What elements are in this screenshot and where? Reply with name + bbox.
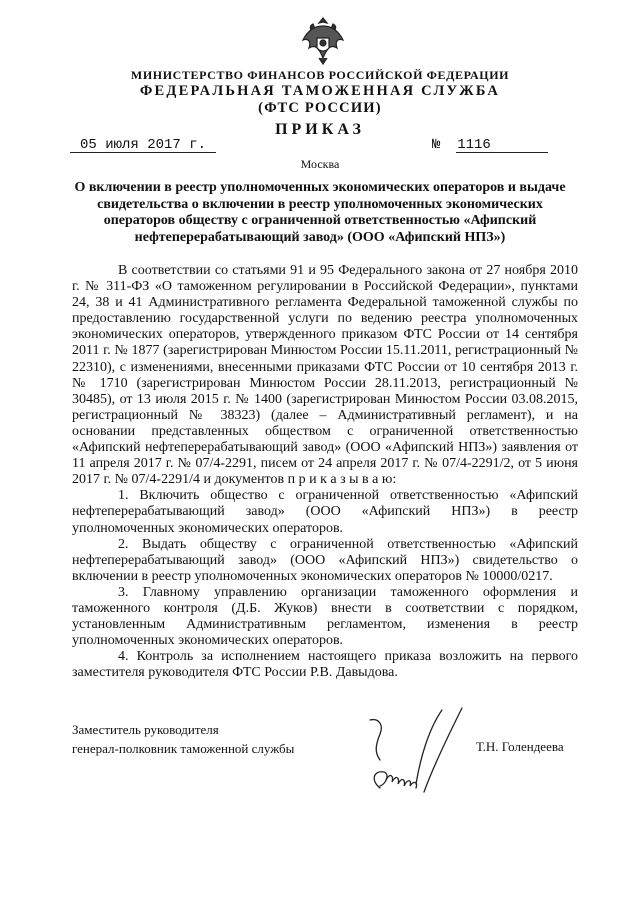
date-number-row [0, 137, 640, 157]
clause-1: 1. Включить общество с ограниченной ответственностью «Афипский нефтеперерабатывающий завод» (ООО «Афипский НПЗ») в реестр уполномоченных экономических операторов. [72, 488, 578, 536]
order-date: 05 июля 2017 г. [80, 137, 207, 153]
position-line-2: генерал-полковник таможенной службы [72, 741, 295, 756]
order-number [432, 137, 491, 153]
clause-3: 3. Главному управлению организации таможенного оформления и таможенного контроля (Д.Б. Жуков) внести в соответствии с порядком, установленным Административным регламентом, изменения в реестр уполномоченных экономических операторов. [72, 584, 578, 649]
number-underline [456, 152, 548, 153]
date-underline [70, 152, 216, 153]
order-title: О включении в реестр уполномоченных экономических операторов и выдаче свидетельства о включении в реестр уполномоченных экономических операторов обществу с ограниченной ответственностью «Афипский нефтеперерабатывающий завод» (ООО «Афипский НПЗ») [74, 180, 566, 245]
number-label: № [432, 137, 441, 153]
city: Москва [300, 157, 340, 171]
order-body [72, 263, 578, 681]
position-line-1: Заместитель руководителя [72, 722, 219, 737]
service-abbreviation: (ФТС РОССИИ) [258, 100, 382, 116]
clause-2: 2. Выдать обществу с ограниченной ответственностью «Афипский нефтеперерабатывающий завод» (ООО «Афипский НПЗ») свидетельство о включении в реестр уполномоченных экономических операторов № 10000/0217. [72, 536, 578, 584]
ministry-name: МИНИСТЕРСТВО ФИНАНСОВ РОССИЙСКОЙ ФЕДЕРАЦИИ [130, 68, 510, 82]
document-type: ПРИКАЗ [275, 121, 365, 138]
preamble-paragraph: В соответствии со статьями 91 и 95 Федерального закона от 27 ноября 2010 г. № 311-ФЗ «О таможенном регулировании в Российской Федерации», пунктами 24, 38 и 41 Административного регламента Федеральной таможенной службы по предоставлению государственной услуги по ведению реестра уполномоченных экономических операторов, утвержденного приказом ФТС России от 14 сентября 2011 г. № 1877 (зарегистрирован Минюстом России 15.11.2011, регистрационный № 22310), с изменениями, внесенными приказами ФТС России от 10 сентября 2013 г. № 1710 (зарегистрирован Минюстом России 28.11.2013, регистрационный № 30485), от 13 июля 2015 г. № 1400 (зарегистрирован Минюстом России 03.08.2015, регистрационный № 38323) (далее – Административный регламент), и на основании представленных обществом с ограниченной ответственностью «Афипский нефтеперерабатывающий завод» (ООО «Афипский НПЗ») заявления от 11 апреля 2017 г. № 07/4-2291, писем от 24 апреля 2017 г. № 07/4-2291/2, от 5 июня 2017 г. № 07/4-2291/4 и документов п р и к а з ы в а ю: [72, 263, 578, 488]
handwritten-signature [350, 700, 470, 800]
service-name: ФЕДЕРАЛЬНАЯ ТАМОЖЕННАЯ СЛУЖБА [139, 83, 501, 99]
coat-of-arms-icon [299, 14, 347, 66]
signatory-name: Т.Н. Голендеева [476, 739, 564, 754]
signatory-position [72, 720, 294, 758]
number-value: 1116 [457, 137, 491, 153]
clause-4: 4. Контроль за исполнением настоящего приказа возложить на первого заместителя руководителя ФТС России Р.В. Давыдова. [72, 649, 578, 681]
